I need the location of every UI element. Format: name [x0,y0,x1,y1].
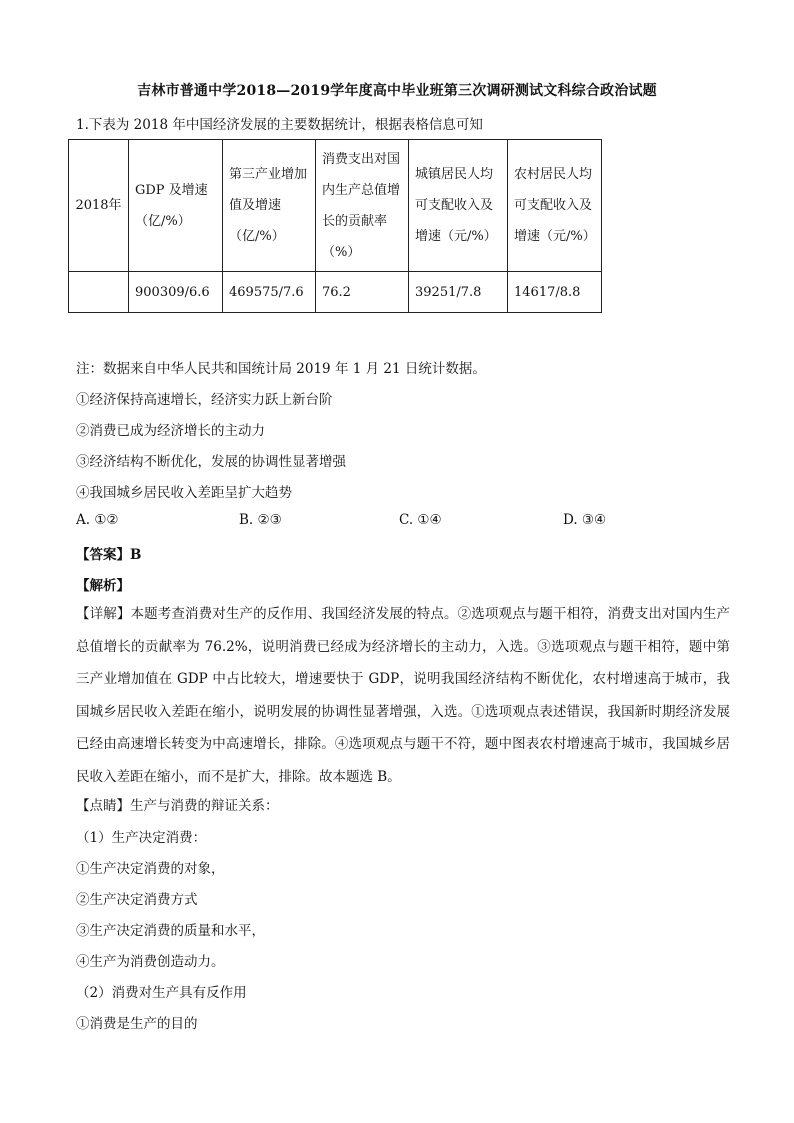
table-cell: 14617/8.8 [508,272,602,313]
option-c: C. ①④ [399,512,442,528]
table-cell: 39251/7.8 [409,272,508,313]
option-b: B. ②③ [239,512,282,528]
table-cell: 76.2 [316,272,409,313]
data-table [68,139,602,313]
tip-line: （1）生产决定消费： [76,830,207,846]
table-header-row [69,140,602,272]
analysis-heading: 【解析】 [76,578,130,594]
statement-4: ④我国城乡居民收入差距呈扩大趋势 [76,485,292,501]
answer: 【答案】B [76,547,142,563]
header-urban-income: 城镇居民人均可支配收入及增速（元/%） [409,140,508,272]
header-consumption: 消费支出对国内生产总值增长的贡献率（%） [316,140,409,272]
option-d: D. ③④ [563,512,607,528]
table-cell [69,272,129,313]
tip-line: ①生产决定消费的对象， [76,861,225,877]
tip-heading: 【点睛】生产与消费的辩证关系： [76,798,279,814]
header-rural-income: 农村居民人均可支配收入及增速（元/%） [508,140,602,272]
tip-line: ②生产决定消费方式 [76,892,198,908]
question-stem: 1.下表为 2018 年中国经济发展的主要数据统计，根据表格信息可知 [76,117,483,133]
tip-line: ①消费是生产的目的 [76,1016,198,1032]
option-a: A. ①② [76,512,119,528]
tip-line: （2）消费对生产具有反作用 [76,985,247,1001]
header-tertiary: 第三产业增加值及增速（亿/%） [223,140,316,272]
table-cell: 469575/7.6 [223,272,316,313]
page-title: 吉林市普通中学2018—2019学年度高中毕业班第三次调研测试文科综合政治试题 [137,83,657,99]
header-gdp: GDP 及增速（亿/%） [129,140,223,272]
statement-2: ②消费已成为经济增长的主动力 [76,423,265,439]
tip-line: ④生产为消费创造动力。 [76,954,225,970]
table-note: 注：数据来自中华人民共和国统计局 2019 年 1 月 21 日统计数据。 [76,361,486,377]
tip-line: ③生产决定消费的质量和水平， [76,923,265,939]
table-row [69,272,602,313]
header-year: 2018年 [69,140,129,272]
detail-paragraph: 【详解】本题考查消费对生产的反作用、我国经济发展的特点。②选项观点与题干相符，消费支出对国内生产总值增长的贡献率为 76.2%，说明消费已经成为经济增长的主动力，入选。③选项观点与题干相符，题中第三产业增加值在 GDP 中占比较大，增速要快于 GDP，说明我国经济结构不断优化，农村增速高于城市，我国城乡居民收入差距在缩小，说明发展的协调性显著增强，入选。①选项观点表述错误，我国新时期经济发展已经由高速增长转变为中高速增长，排除。④选项观点与题干不符，题中图表农村增速高于城市，我国城乡居民收入差距在缩小，而不是扩大，排除。故本题选 B。 [76,606,730,785]
statement-1: ①经济保持高速增长，经济实力跃上新台阶 [76,392,333,408]
table-cell: 900309/6.6 [129,272,223,313]
statement-3: ③经济结构不断优化，发展的协调性显著增强 [76,454,346,470]
answer-options [76,512,636,532]
